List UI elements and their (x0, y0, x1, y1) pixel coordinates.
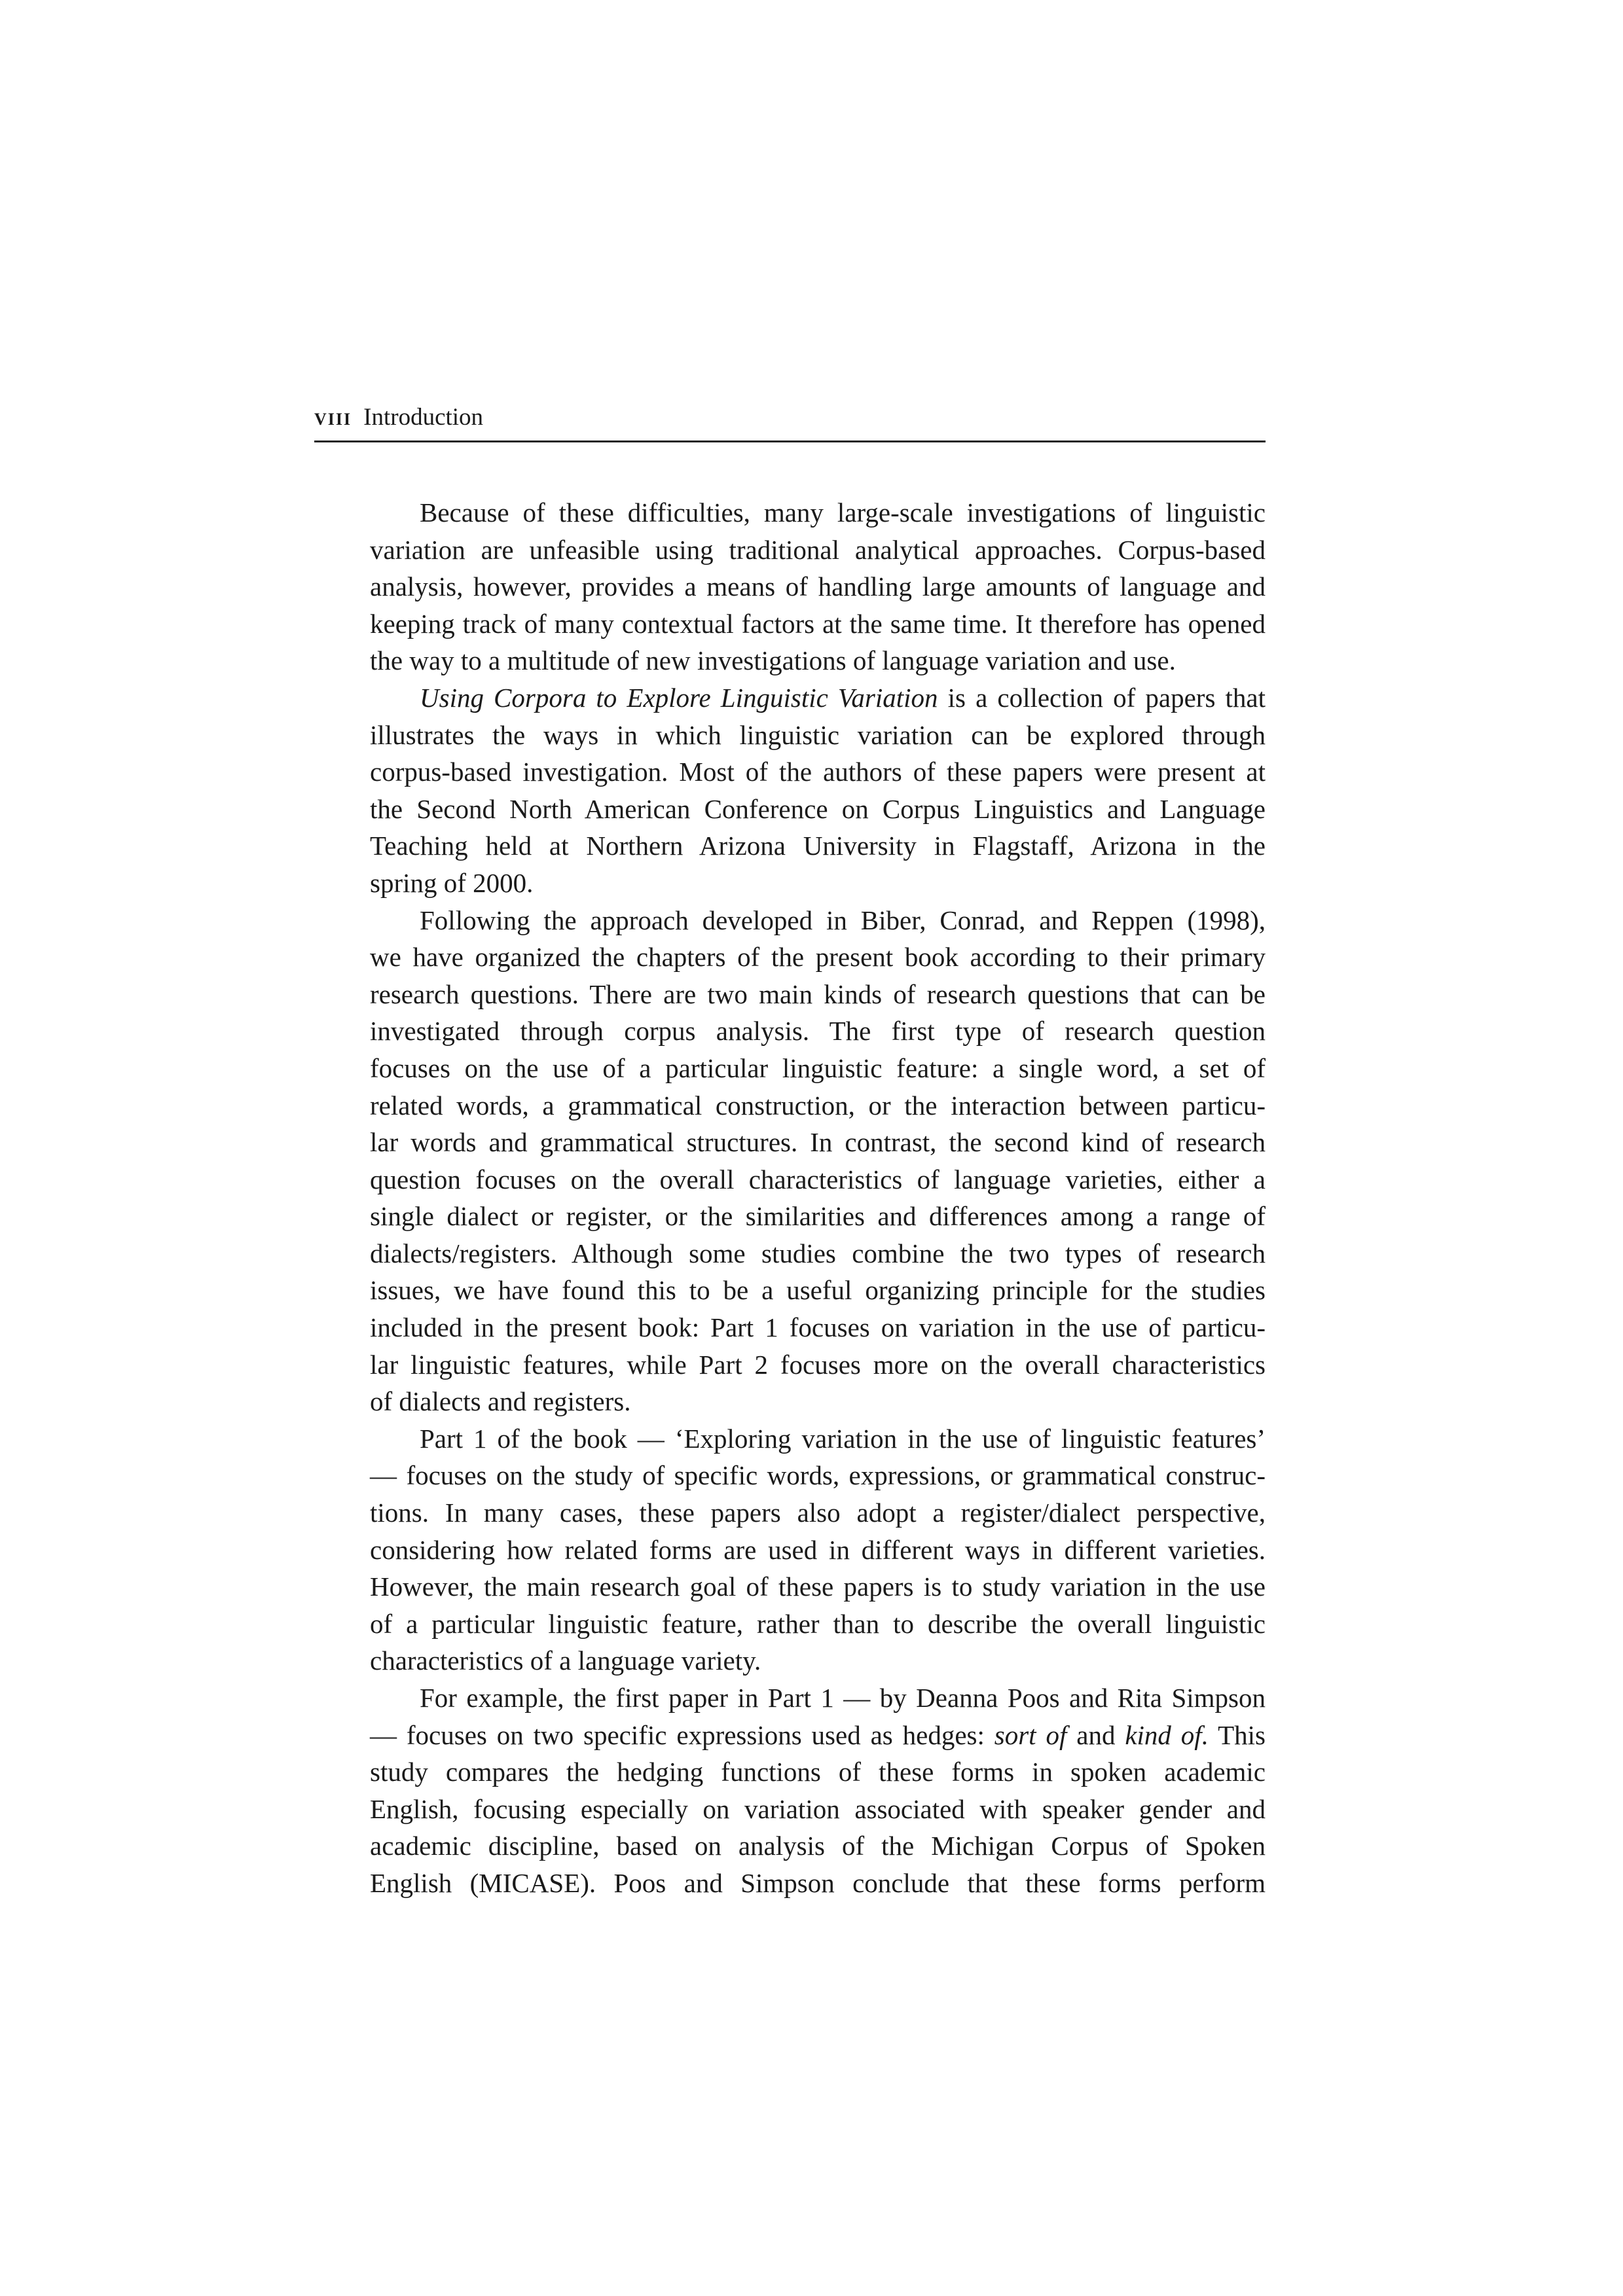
text-line: Teaching held at Northern Arizona University in Flagstaff, Arizona in the (370, 831, 1266, 861)
text-line: question focuses on the overall characteristics of language varieties, either a (370, 1164, 1266, 1194)
text-line: single dialect or register, or the similarities and differences among a range of (370, 1201, 1266, 1232)
text-line: Using Corpora to Explore Linguistic Variation is a collection of papers that (420, 682, 1266, 713)
text-line: investigated through corpus analysis. The first type of research question (370, 1016, 1266, 1047)
text-line: the Second North American Conference on Corpus Linguistics and Language (370, 793, 1266, 824)
text-line: considering how related forms are used in different ways in different varieties. (370, 1534, 1266, 1565)
paragraph-3 (370, 902, 1266, 1420)
text-line: However, the main research goal of these papers is to study variation in the use (370, 1571, 1266, 1602)
text-line: of a particular linguistic feature, rather than to describe the overall linguistic (370, 1608, 1266, 1639)
text-line: the way to a multitude of new investigations of language variation and use. (370, 645, 1176, 676)
text-line: English (MICASE). Poos and Simpson conclude that these forms perform (370, 1867, 1266, 1898)
text-line: English, focusing especially on variation associated with speaker gender and (370, 1793, 1266, 1824)
text-line: academic discipline, based on analysis of the Michigan Corpus of Spoken (370, 1831, 1266, 1861)
text-line: dialects/registers. Although some studies combine the two types of research (370, 1238, 1266, 1268)
text-line: of dialects and registers. (370, 1386, 631, 1417)
text-line: analysis, however, provides a means of handling large amounts of language and (370, 571, 1266, 602)
text-line: study compares the hedging functions of these forms in spoken academic (370, 1757, 1266, 1787)
running-head-title: Introduction (363, 404, 484, 431)
paragraph-2 (370, 679, 1266, 902)
text-line: spring of 2000. (370, 867, 534, 898)
text-line: focuses on the use of a particular linguistic feature: a single word, a set of (370, 1052, 1266, 1083)
text-line: issues, we have found this to be a useful organizing principle for the studies (370, 1275, 1266, 1306)
book-title: Using Corpora to Explore Linguistic Variation (420, 682, 938, 713)
text-line: related words, a grammatical construction, or the interaction between particu- (370, 1090, 1266, 1121)
text-line: characteristics of a language variety. (370, 1645, 761, 1676)
text-line: — focuses on the study of specific words, expressions, or grammatical construc- (370, 1460, 1266, 1491)
text-line: Following the approach developed in Biber, Conrad, and Reppen (1998), (420, 905, 1266, 935)
term-kind-of: kind of. (1125, 1719, 1209, 1750)
text-line: illustrates the ways in which linguistic variation can be explored through (370, 719, 1266, 750)
text-line: we have organized the chapters of the present book according to their primary (370, 942, 1266, 973)
text-line: research questions. There are two main kinds of research questions that can be (370, 978, 1266, 1009)
term-sort-of: sort of (994, 1719, 1067, 1750)
body-text (370, 494, 1266, 1902)
text-line: For example, the first paper in Part 1 — by Deanna Poos and Rita Simpson (420, 1683, 1266, 1713)
running-head (314, 399, 1266, 436)
header-rule (314, 440, 1266, 442)
paragraph-1 (370, 494, 1266, 679)
text-line: lar linguistic features, while Part 2 focuses more on the overall characteristics (370, 1349, 1266, 1380)
text-line: included in the present book: Part 1 focuses on variation in the use of particu- (370, 1312, 1266, 1343)
paragraph-4 (370, 1420, 1266, 1679)
text-line: — focuses on two specific expressions used as hedges: sort of and kind of. This (370, 1719, 1266, 1750)
text-line: keeping track of many contextual factors at the same time. It therefore has opened (370, 608, 1266, 639)
text-line: Part 1 of the book — ‘Exploring variation in the use of linguistic features’ (420, 1423, 1266, 1454)
page-number: viii (314, 404, 352, 431)
text-line: Because of these difficulties, many large-scale investigations of linguistic (420, 497, 1266, 528)
text-line: variation are unfeasible using traditional analytical approaches. Corpus-based (370, 534, 1266, 565)
text-line: tions. In many cases, these papers also adopt a register/dialect perspective, (370, 1498, 1266, 1528)
paragraph-5 (370, 1679, 1266, 1902)
text-line: corpus-based investigation. Most of the authors of these papers were present at (370, 757, 1266, 787)
text-line: lar words and grammatical structures. In contrast, the second kind of research (370, 1127, 1266, 1158)
